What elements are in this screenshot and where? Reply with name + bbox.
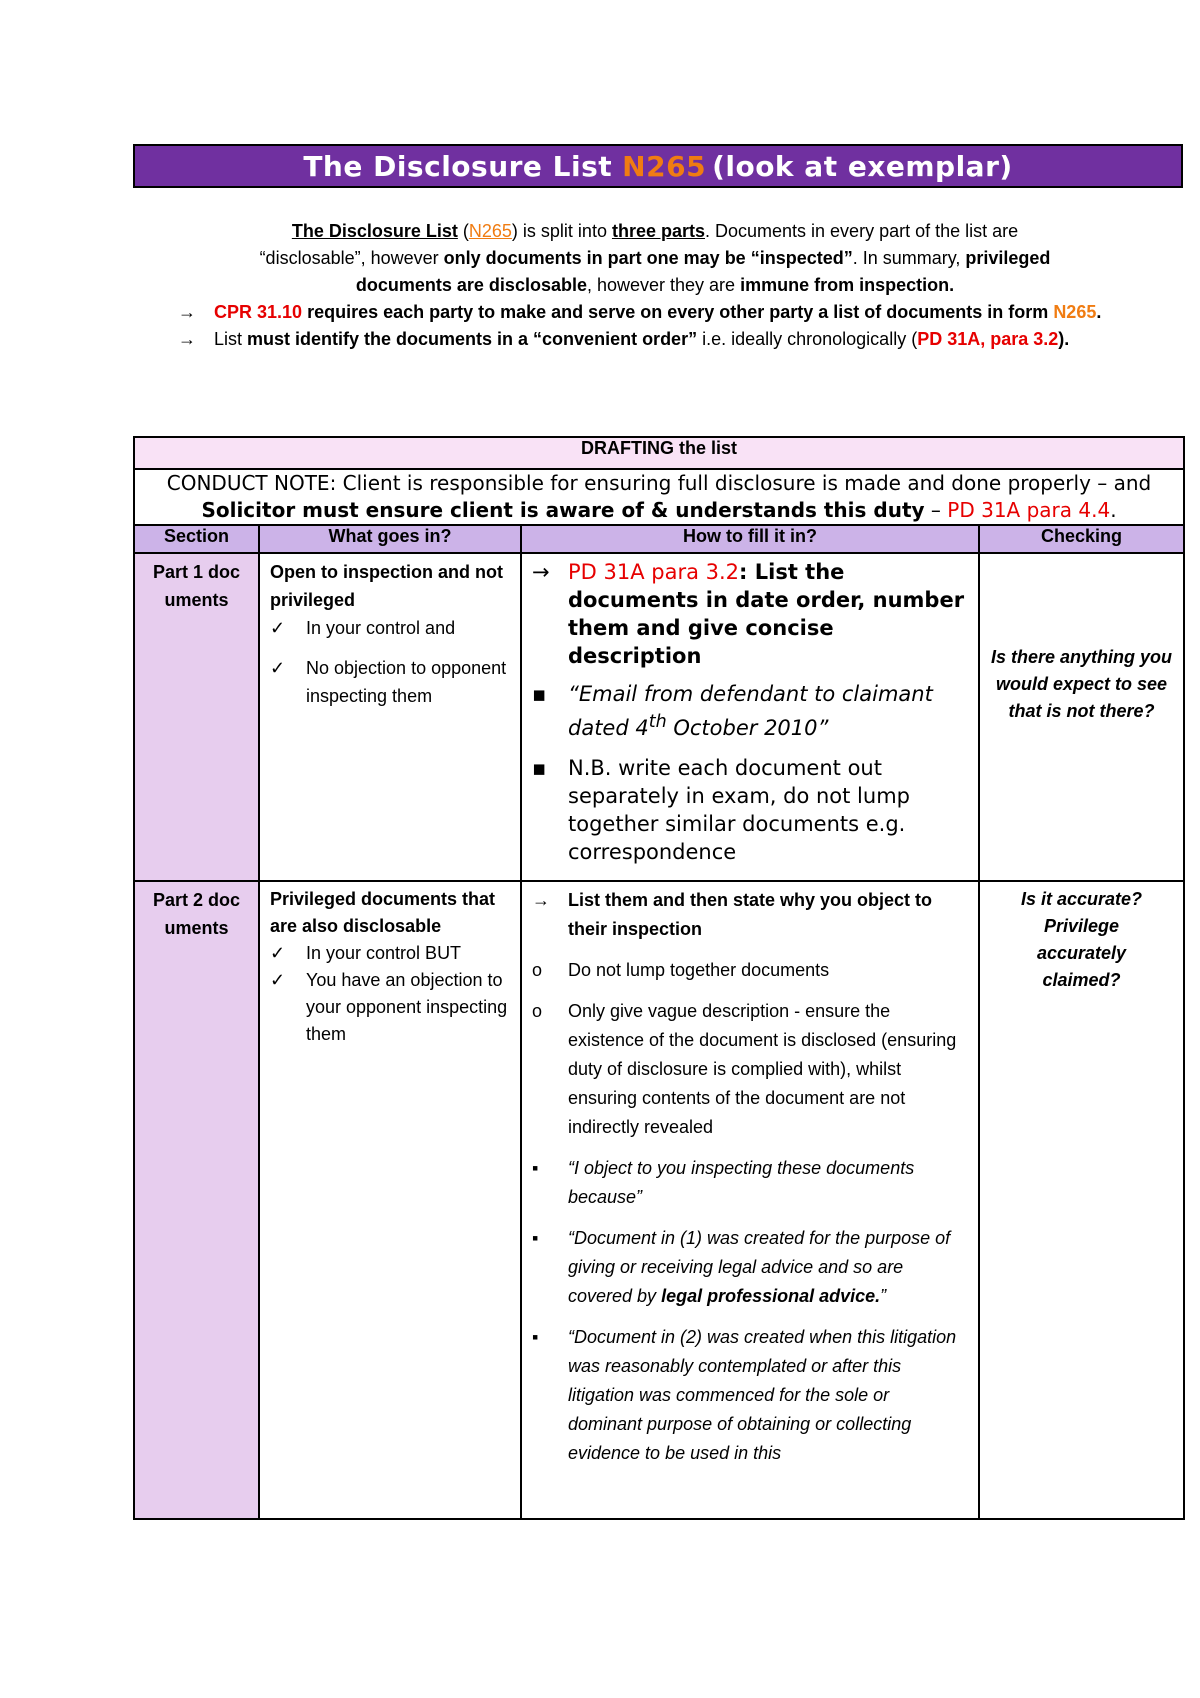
intro-form-link: N265	[468, 221, 512, 241]
section-cell	[134, 881, 259, 1519]
note-emphasis: Solicitor must ensure client is aware of & understands this duty	[201, 498, 925, 522]
checkmark-icon: ✓	[270, 618, 286, 638]
intro-text: .	[1096, 302, 1102, 322]
sub-item-text: Only give vague description - ensure the existence of the document is disclosed (ensuring duty of disclosure is complied with), whilst ensuring contents of the document are not indirectly revealed	[568, 1001, 957, 1137]
intro-bullet	[178, 326, 1160, 353]
intro-text: ).	[1058, 329, 1070, 349]
list-item	[532, 754, 968, 866]
check-item-text: In your control and	[306, 618, 456, 638]
bullet-icon: ▪	[532, 756, 547, 780]
intro-text: ) is split into	[511, 221, 612, 241]
drafting-table	[133, 436, 1185, 1520]
intro-emphasis: only documents in part one may be “inspected”	[443, 248, 853, 268]
intro-emphasis: immune from inspection.	[740, 275, 955, 295]
arrow-icon: →	[532, 890, 550, 910]
check-item-text: No objection to opponent inspecting them	[306, 658, 507, 706]
check-item-text: In your control BUT	[306, 943, 462, 963]
intro-section	[150, 218, 1160, 353]
checking-cell	[979, 553, 1184, 881]
checking-text: Is it accurate? Privilege accurately claimed?	[1020, 889, 1143, 990]
bullet-icon: ▪	[532, 1228, 539, 1248]
intro-emphasis: privileged	[965, 248, 1051, 268]
rule-ref: PD 31A, para 3.2	[917, 329, 1059, 349]
instruction-text: : List the documents in date order, number them and give concise description	[568, 560, 965, 668]
page-title	[133, 144, 1183, 188]
list-item-text	[568, 558, 968, 670]
intro-text: . Documents in every part of the list are	[705, 221, 1019, 241]
column-header: Section	[134, 525, 259, 553]
list-item	[532, 558, 968, 670]
section-label: Part 1 documents	[152, 562, 241, 610]
bullet-icon: ▪	[532, 1158, 539, 1178]
check-item	[270, 614, 512, 642]
intro-text: “disclosable”, however	[259, 248, 444, 268]
intro-text: List	[214, 329, 248, 349]
bullet-icon: ▪	[532, 682, 547, 706]
header-row	[134, 525, 1184, 553]
how-to-fill-cell	[521, 881, 979, 1519]
quote-emphasis: legal professional advice.	[661, 1286, 881, 1306]
intro-text: , however they are	[586, 275, 741, 295]
arrow-icon: →	[178, 302, 196, 322]
checking-cell	[979, 881, 1184, 1519]
checkmark-icon: ✓	[270, 970, 286, 990]
conduct-note-row	[134, 469, 1184, 525]
list-item	[532, 1224, 968, 1311]
section-cell	[134, 553, 259, 881]
intro-emphasis: must identify the documents in a “convenient order”	[247, 329, 698, 349]
column-header: Checking	[979, 525, 1184, 553]
note-text: .	[1110, 498, 1117, 522]
table-row	[134, 881, 1184, 1519]
table-title-row	[134, 437, 1184, 469]
title-form-ref: N265	[622, 149, 707, 183]
list-item-text	[568, 680, 968, 742]
rule-ref: CPR 31.10	[214, 302, 303, 322]
checking-text: Is there anything you would expect to see that is not there?	[990, 646, 1173, 721]
intro-bullet-text	[214, 326, 1160, 353]
cell-title: Privileged documents that are also disclosable	[270, 889, 496, 936]
what-goes-in-cell	[259, 881, 521, 1519]
intro-paragraph	[150, 218, 1160, 299]
check-item	[270, 940, 512, 967]
table-title: DRAFTING the list	[134, 437, 1184, 469]
list-item	[532, 1154, 968, 1212]
sub-item	[532, 997, 968, 1142]
quote-text: “I object to you inspecting these documents because”	[568, 1158, 915, 1207]
column-header: How to fill it in?	[521, 525, 979, 553]
list-item-text: N.B. write each document out separately in exam, do not lump together similar documents e.g. correspondence	[568, 756, 910, 864]
intro-term: The Disclosure List	[291, 221, 458, 241]
intro-text: (	[457, 221, 469, 241]
quote-text: “Document in (2) was created when this litigation was reasonably contemplated or after this litigation was commenced for the sole or dominant purpose of obtaining or collecting evidence to be used in this	[568, 1327, 957, 1463]
rule-ref: PD 31A para 3.2	[568, 560, 740, 584]
sub-item-text: Do not lump together documents	[568, 960, 830, 980]
quote-text	[568, 1224, 968, 1311]
intro-bullet	[178, 299, 1160, 326]
column-header: What goes in?	[259, 525, 521, 553]
arrow-icon: →	[532, 560, 550, 584]
checkmark-icon: ✓	[270, 658, 286, 678]
what-goes-in-cell	[259, 553, 521, 881]
intro-bullet-text	[214, 299, 1160, 326]
how-to-fill-cell	[521, 553, 979, 881]
conduct-note	[134, 469, 1184, 525]
example-text: “Email from defendant to claimant dated 4	[568, 682, 933, 740]
cell-title: Open to inspection and not privileged	[270, 562, 503, 610]
example-text: October 2010”	[666, 716, 829, 740]
superscript: th	[648, 712, 667, 732]
intro-text: requires each party to make and serve on every other party a list of documents in form	[302, 302, 1054, 322]
checkmark-icon: ✓	[270, 943, 286, 963]
check-item-text: You have an objection to your opponent inspecting them	[306, 970, 508, 1044]
list-item	[532, 886, 968, 944]
check-item	[270, 654, 512, 710]
circle-bullet-icon: o	[532, 1001, 543, 1021]
arrow-icon: →	[178, 329, 196, 349]
rule-ref: PD 31A para 4.4	[947, 498, 1111, 522]
section-label: Part 2 documents	[152, 890, 241, 938]
check-item	[270, 967, 512, 1048]
note-text: –	[924, 498, 948, 522]
quote-text: “Document in (1) was created for the purpose of giving or receiving legal advice and so are covered by	[568, 1228, 951, 1306]
list-item	[532, 680, 968, 742]
bullet-icon: ▪	[532, 1327, 539, 1347]
table-row	[134, 553, 1184, 881]
form-ref: N265	[1053, 302, 1097, 322]
note-label: CONDUCT NOTE	[166, 471, 330, 495]
title-text-2: (look at exemplar)	[712, 149, 1013, 183]
intro-emphasis: documents are disclosable	[355, 275, 587, 295]
intro-text: . In summary,	[852, 248, 966, 268]
note-text: : Client is responsible for ensuring full disclosure is made and done properly – and	[329, 471, 1152, 495]
sub-item	[532, 956, 968, 985]
intro-text: i.e. ideally chronologically (	[697, 329, 918, 349]
quote-text: ”	[880, 1286, 887, 1306]
intro-term: three parts	[611, 221, 705, 241]
list-item-text: List them and then state why you object to their inspection	[568, 890, 933, 939]
list-item	[532, 1323, 968, 1468]
circle-bullet-icon: o	[532, 960, 543, 980]
title-text-1: The Disclosure List	[303, 149, 613, 183]
